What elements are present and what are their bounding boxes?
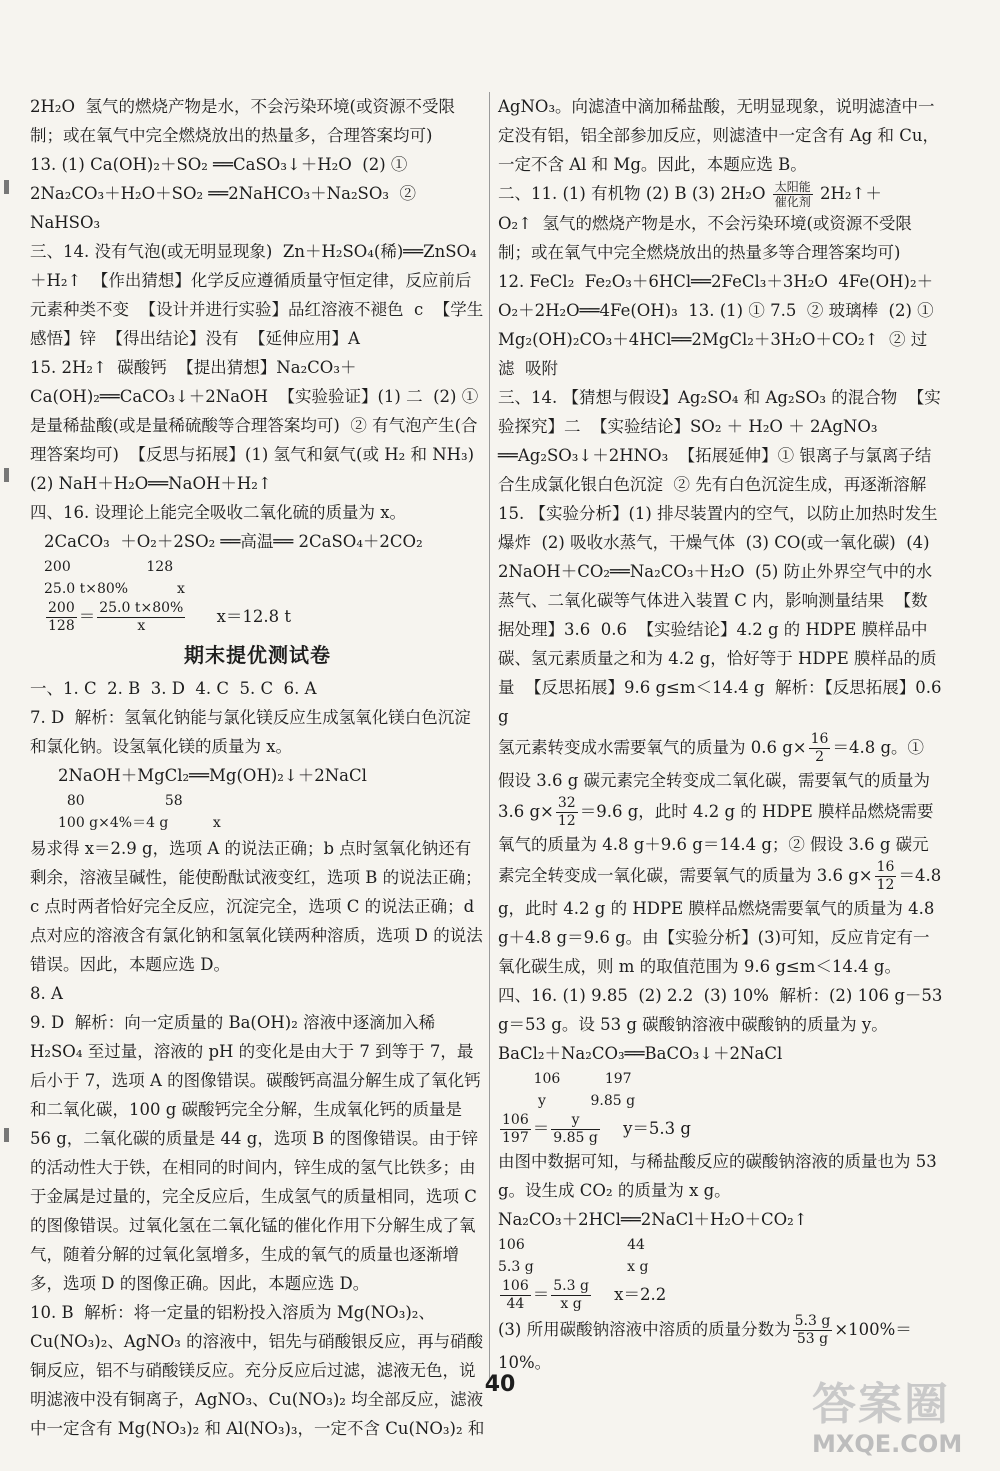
equation: 2CaCO₃ ＋O₂＋2SO₂ ══高温══ 2CaSO₄＋2CO₂ [44,532,423,551]
q11-text: 2H₂↑＋ [820,184,882,203]
fraction [551,1278,591,1313]
calculation-block [498,1039,943,1147]
left-column [30,92,485,1443]
numerator: 32 [557,795,576,811]
fraction [551,1112,600,1147]
watermark-url: MXQE.COM [812,1430,963,1458]
equation: Na₂CO₃＋2HCl══2NaCl＋H₂O＋CO₂↑ [498,1210,808,1229]
equation-ratio-row: 80 58 [58,793,183,809]
numerator: 200 [48,600,75,616]
answer-q15: 15. 【实验分析】(1) 排尽装置内的空气，以防止加热时发生爆炸 (2) 吸收水蒸气，干燥气体 (3) CO(或一氧化碳) (4) 2NaOH＋CO₂══Na₂CO₃＋H₂O (5) 防止外界空气中的水蒸气、二氧化碳等气体进入装置 C 内，影响测量结果 【数据处理】3.6 0.6 【实验结论】4.2 g 的 HDPE 膜样品中碳、氢元素质量之和为 4.2 g，恰好等于 HDPE 膜样品的质量 【反思拓展】9.6 g≤m＜14.4 g 解析：【反思拓展】0.6 g [498,504,947,726]
proportion: $\frac{200}{128}$ ＝ $\frac{25.0 t\times 80\%}{x}$ x＝12.8 t [48,600,292,634]
fraction [809,731,831,766]
numerator: 16 [810,731,829,747]
calculation-block [498,1205,943,1313]
answer-q15: 15. 2H₂↑ 碳酸钙 【提出猜想】Na₂CO₃＋Ca(OH)₂══CaCO₃↓＋2NaOH 【实验验证】(1) 二 (2) ① 是量稀盐酸(或是量稀硫酸等合理答案均可) ② 有气泡产生(合理答案均可) 【反思与拓展】(1) 氢气和氨气(或 H₂ 和 NH₃) (2) NaH＋H₂O══NaOH＋H₂↑ [30,358,485,493]
calculation-block [30,761,485,834]
q15-text: ＝4.8 g。① 假设 3.6 g 碳元素完全转变成二氧化碳，需要氧气的质量为 [498,738,931,790]
answer-paragraph: 2H₂O 氢气的燃烧产物是水，不会污染环境(或资源不受限制；或在氧气中完全燃烧放出的热量多，合理答案均可) [30,97,455,145]
answer-q1-6: 一、1. C 2. B 3. D 4. C 5. C 6. A [30,679,317,698]
calculation-block [30,527,485,635]
equation-ratio-row: y 9.85 g [498,1093,636,1109]
equation-ratio-row: 200 128 [44,559,174,575]
answer-q13: 13. (1) Ca(OH)₂＋SO₂ ══CaSO₃↓＋H₂O (2) ① 2Na₂CO₃＋H₂O＋SO₂ ══2NaHCO₃＋Na₂SO₃ ② NaHSO₃ [30,155,422,232]
section-title: 期末提优测试卷 [184,643,331,667]
numerator: 106 [502,1278,529,1294]
denominator: x [137,618,146,634]
q15-text: ＝4.8 g，此时 4.2 g 的 HDPE 膜样品燃烧需要氧气的质量为 4.8 g＋4.8 g＝9.6 g。由【实验分析】(3)可知，反应肯定有一氧化碳生成，则 m 的取值范围为 9.6 g≤m＜14.4 g。 [498,866,942,976]
denominator: x g [560,1296,582,1312]
equation-ratio-row: 100 g×4%＝4 g x [58,815,221,831]
equation-ratio-row: 5.3 g x g [498,1259,649,1275]
denominator: 53 g [796,1331,829,1347]
watermark [812,1380,992,1468]
equation-ratio-row: 106 197 [498,1071,632,1087]
denominator: 12 [557,813,576,829]
numerator: y [551,1112,600,1130]
fraction [556,795,578,830]
answer-q16-continued: 由图中数据可知，与稀盐酸反应的碳酸钠溶液的质量也为 53 g。设生成 CO₂ 的质量为 x g。 [498,1152,942,1200]
reaction-condition [773,180,813,209]
answer-q14: 三、14. 没有气泡(或无明显现象) Zn＋H₂SO₄(稀)══ZnSO₄＋H₂↑ 【作出猜想】化学反应遵循质量守恒定律，反应前后元素种类不变 【设计并进行实验】品红溶液不褪色 c 【学生感悟】锌 【得出结论】没有 【延伸应用】A [30,242,484,348]
answer-q7-continued: 易求得 x＝2.9 g，选项 A 的说法正确；b 点时氢氧化钠还有剩余，溶液呈碱性，能使酚酞试液变红，选项 B 的说法正确；c 点时两者恰好完全反应，沉淀完全，选项 C 的说法正确；d 点对应的溶液含有氯化钠和氢氧化镁两种溶质，选项 D 的说法错误。因此，本题应选 D。 [30,839,483,974]
denominator: 12 [876,877,895,893]
equation-ratio-row: 25.0 t×80% x [44,581,185,597]
answer-q8: 8. A [30,984,63,1003]
answer-q10-continued: AgNO₃。向滤渣中滴加稀盐酸，无明显现象，说明滤渣中一定没有铝，铝全部参加反应，则滤渣中一定含有 Ag 和 Cu，一定不含 Al 和 Mg。因此，本题应选 B。 [498,97,939,174]
proportion: $\frac{106}{197}$ ＝ $\frac{y}{9.85 g}$ y＝5.3 g [502,1112,691,1146]
result: x＝2.2 [614,1285,667,1304]
binding-mark [4,1128,9,1142]
answer-q9: 9. D 解析：向一定质量的 Ba(OH)₂ 溶液中逐滴加入稀 H₂SO₄ 至过量，溶液的 pH 的变化是由大于 7 到等于 7，最后小于 7，选项 A 的图像错误。碳酸钙高温分解生成了氧化钙和二氧化碳，100 g 碳酸钙完全分解，生成氧化钙的质量是 56 g，二氧化碳的质量是 44 g，选项 B 的图像错误。由于锌的活动性大于铁，在相同的时间内，锌生成的氢气比铁多；由于金属是过量的，完全反应后，生成氢气的质量相同，选项 C 的图像错误。过氧化氢在二氧化锰的催化作用下分解生成了氧气，随着分解的过氧化氢增多，生成的氧气的质量也逐渐增多，选项 D 的图像正确。因此，本题应选 D。 [30,1013,483,1293]
answer-q16: 四、16. 设理论上能完全吸收二氧化硫的质量为 x。 [30,503,407,522]
answer-q11 [498,179,943,209]
numerator: 106 [502,1112,529,1128]
answer-q10: 10. B 解析：将一定量的铝粉投入溶质为 Mg(NO₃)₂、Cu(NO₃)₂、AgNO₃ 的溶液中，铝先与硝酸银反应，再与硝酸铜反应，铝不与硝酸镁反应。充分反应后过滤，滤液无色，说明滤液中没有铜离子，AgNO₃、Cu(NO₃)₂ 均全部反应，滤液中一定含有 Mg(NO₃)₂ 和 Al(NO₃)₃，一定不含 Cu(NO₃)₂ 和 [30,1303,485,1438]
answer-q14: 三、14. 【猜想与假设】Ag₂SO₄ 和 Ag₂SO₃ 的混合物 【实验探究】二 【实验结论】SO₂ ＋ H₂O ＋ 2AgNO₃ ══Ag₂SO₃↓＋2HNO₃ 【拓展延伸】① 银离子与氯离子结合生成氯化银白色沉淀 ② 先有白色沉淀生成，再逐渐溶解 [498,388,941,494]
binding-mark [4,468,9,482]
answer-q16: 四、16. (1) 9.85 (2) 2.2 (3) 10% 解析：(2) 106 g－53 g＝53 g。设 53 g 碳酸钠溶液中碳酸钠的质量为 y。 [498,986,948,1034]
numerator: 16 [876,859,895,875]
result: y＝5.3 g [623,1119,691,1138]
answer-q16-final [498,1313,943,1377]
answer-q11-continued: O₂↑ 氢气的燃烧产物是水，不会污染环境(或资源不受限制；或在氧气中完全燃烧放出的热量多等合理答案均可) [498,214,912,262]
q16-text: ×100%＝10%。 [498,1320,912,1372]
fraction [46,600,77,635]
result: x＝12.8 t [216,607,292,626]
equation: BaCl₂＋Na₂CO₃══BaCO₃↓＋2NaCl [498,1044,783,1063]
watermark-logo: 答案圈 [812,1379,950,1430]
fraction [97,600,185,635]
answer-q15-calculation [498,731,943,981]
q15-text: ＝9.6 g，此时 4.2 g 的 HDPE 膜样品燃烧需要氧气的质量为 4.8 g＋9.6 g＝14.4 g；② 假设 3.6 g 碳元素完全转变成一氧化碳，需要氧气的质量为 3.6 g× [498,802,934,885]
fraction [500,1112,531,1147]
denominator: 197 [502,1130,529,1146]
numerator: 5.3 g [794,1313,831,1329]
proportion: $\frac{106}{44}$ ＝ $\frac{5.3 g}{\text{x g}}$ x＝2.2 [502,1278,667,1312]
q15-text: 氢元素转变成水需要氧气的质量为 0.6 g× [498,738,807,757]
q11-text: 二、11. (1) 有机物 (2) B (3) 2H₂O [498,184,766,203]
q16-text: (3) 所用碳酸钠溶液中溶质的质量分数为 [498,1320,791,1339]
numerator: 5.3 g [553,1278,589,1294]
denominator: 9.85 g [553,1130,598,1146]
numerator: 25.0 t×80% [99,600,184,616]
denominator: 2 [815,749,824,765]
answer-q7: 7. D 解析：氢氧化钠能与氯化镁反应生成氢氧化镁白色沉淀和氯化钠。设氢氧化镁的质量为 x。 [30,708,471,756]
page-number: 40 [484,1372,516,1397]
q15-text: 3.6 g× [498,802,554,821]
condition-top: 太阳能 [774,180,811,194]
binding-mark [4,180,9,194]
equation: 2NaOH＋MgCl₂══Mg(OH)₂↓＋2NaCl [58,766,367,785]
equation-ratio-row: 106 44 [498,1237,645,1253]
answer-q12-13: 12. FeCl₂ Fe₂O₃＋6HCl══2FeCl₃＋3H₂O 4Fe(OH)₂＋O₂＋2H₂O══4Fe(OH)₃ 13. (1) ① 7.5 ② 玻璃棒 (2) ① Mg₂(OH)₂CO₃＋4HCl══2MgCl₂＋3H₂O＋CO₂↑ ② 过滤 吸附 [498,272,939,378]
condition-bottom: 催化剂 [774,195,811,209]
denominator: 44 [506,1296,525,1312]
fraction [500,1278,531,1313]
right-column [498,92,948,1377]
column-divider [489,92,490,1382]
fraction [793,1313,833,1348]
denominator: 128 [48,618,75,634]
fraction [875,859,897,894]
